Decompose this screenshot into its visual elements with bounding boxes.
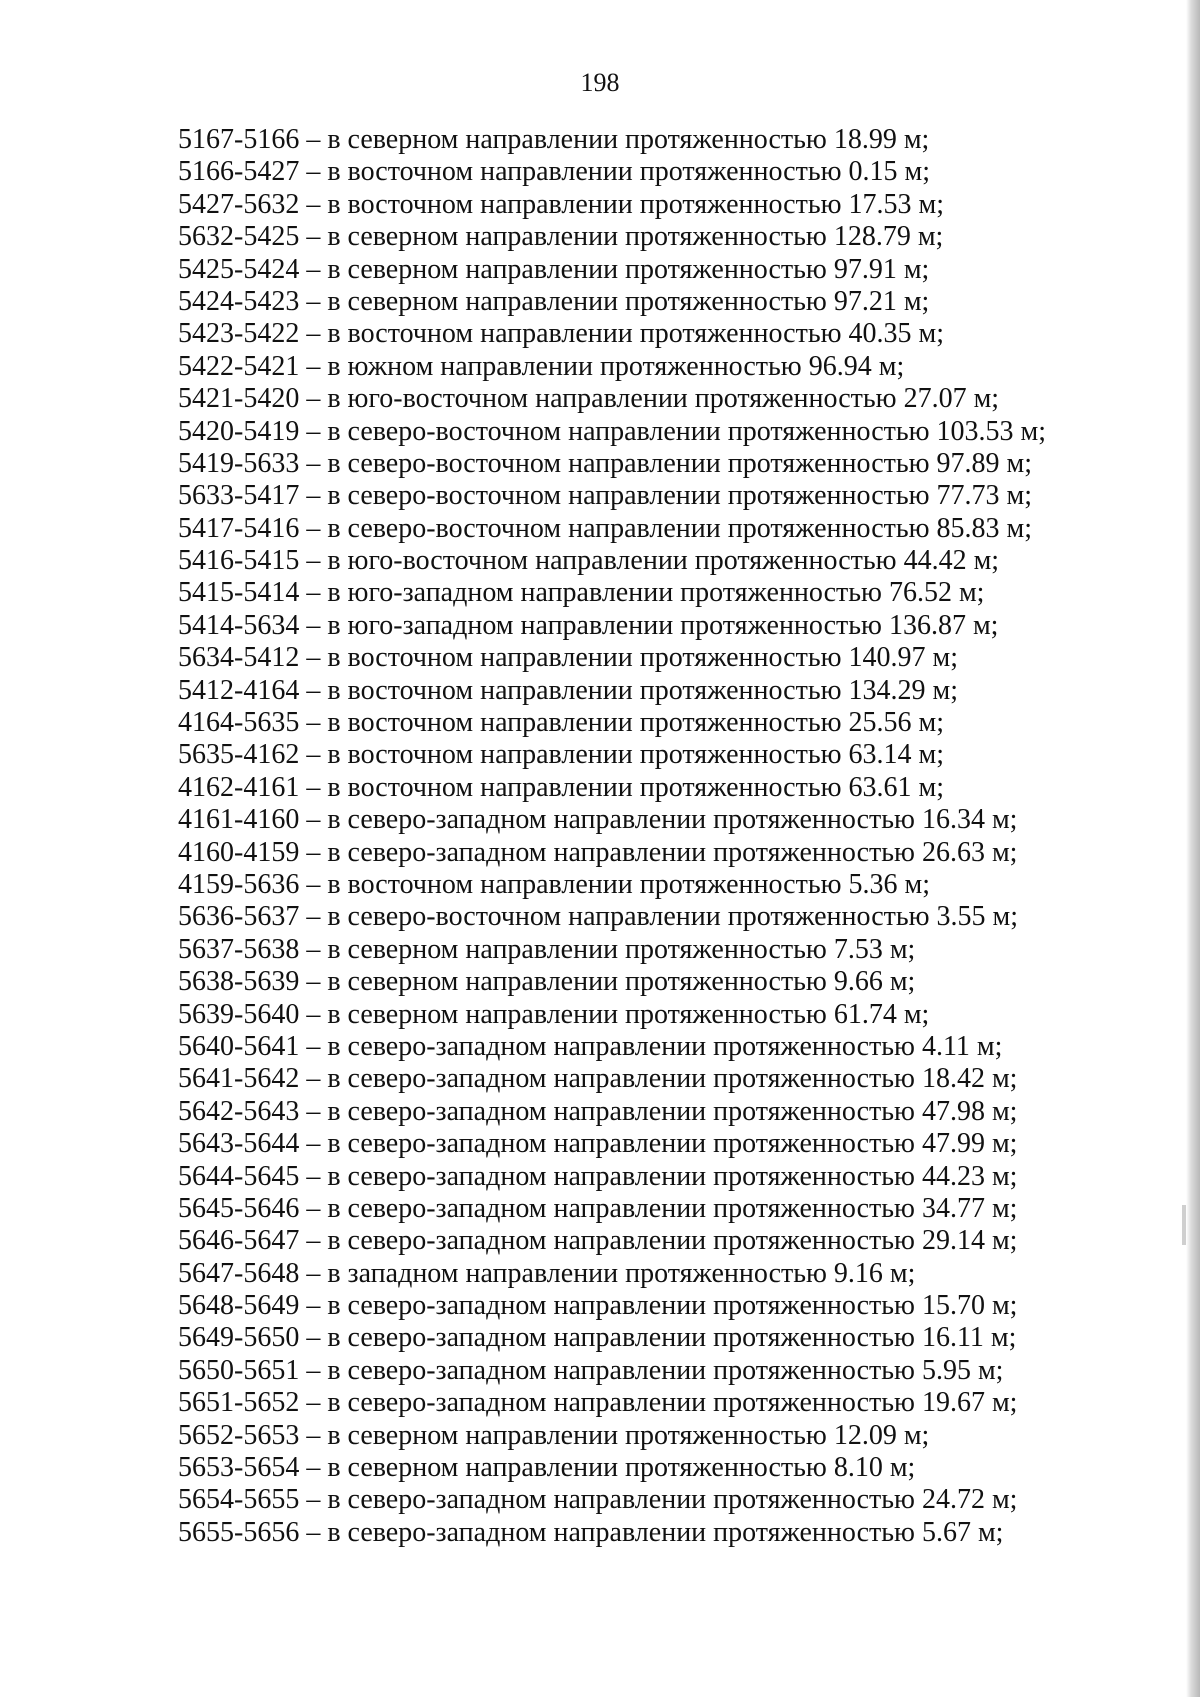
boundary-segment-line: 5646-5647 – в северо-западном направлении протяженностью 29.14 м; bbox=[178, 1225, 1018, 1257]
boundary-segment-line: 5645-5646 – в северо-западном направлении протяженностью 34.77 м; bbox=[178, 1192, 1018, 1224]
boundary-segment-line: 5636-5637 – в северо-восточном направлении протяженностью 3.55 м; bbox=[178, 901, 1019, 933]
boundary-segment-line: 5424-5423 – в северном направлении протяженностью 97.21 м; bbox=[178, 285, 930, 317]
boundary-segment-line: 5635-4162 – в восточном направлении протяженностью 63.14 м; bbox=[178, 739, 945, 771]
boundary-segment-line: 5414-5634 – в юго-западном направлении протяженностью 136.87 м; bbox=[178, 609, 999, 641]
boundary-segment-line: 5648-5649 – в северо-западном направлении протяженностью 15.70 м; bbox=[178, 1290, 1018, 1322]
boundary-segment-line: 5427-5632 – в восточном направлении протяженностью 17.53 м; bbox=[178, 188, 945, 220]
boundary-segment-line: 5642-5643 – в северо-западном направлении протяженностью 47.98 м; bbox=[178, 1095, 1018, 1127]
boundary-segment-line: 5638-5639 – в северном направлении протяженностью 9.66 м; bbox=[178, 966, 916, 998]
boundary-segment-line: 5640-5641 – в северо-западном направлении протяженностью 4.11 м; bbox=[178, 1030, 1003, 1062]
boundary-segment-line: 4164-5635 – в восточном направлении протяженностью 25.56 м; bbox=[178, 707, 945, 739]
boundary-segment-line: 5653-5654 – в северном направлении протяженностью 8.10 м; bbox=[178, 1452, 916, 1484]
boundary-segment-line: 5644-5645 – в северо-западном направлении протяженностью 44.23 м; bbox=[178, 1160, 1018, 1192]
boundary-segment-line: 4159-5636 – в восточном направлении протяженностью 5.36 м; bbox=[178, 868, 931, 900]
boundary-segment-line: 5421-5420 – в юго-восточном направлении протяженностью 27.07 м; bbox=[178, 383, 1000, 415]
boundary-segment-line: 5415-5414 – в юго-западном направлении протяженностью 76.52 м; bbox=[178, 577, 985, 609]
boundary-segment-line: 5633-5417 – в северо-восточном направлении протяженностью 77.73 м; bbox=[178, 480, 1033, 512]
page-number: 198 bbox=[580, 68, 620, 97]
scan-edge-mark bbox=[1182, 1205, 1186, 1245]
boundary-segment-line: 5632-5425 – в северном направлении протяженностью 128.79 м; bbox=[178, 221, 944, 253]
boundary-segment-line: 5416-5415 – в юго-восточном направлении протяженностью 44.42 м; bbox=[178, 545, 1000, 577]
boundary-segment-line: 5412-4164 – в восточном направлении протяженностью 134.29 м; bbox=[178, 674, 959, 706]
boundary-segment-line: 5167-5166 – в северном направлении протяженностью 18.99 м; bbox=[178, 124, 930, 155]
boundary-segment-line: 5651-5652 – в северо-западном направлении протяженностью 19.67 м; bbox=[178, 1387, 1018, 1419]
boundary-segment-line: 4161-4160 – в северо-западном направлении протяженностью 16.34 м; bbox=[178, 804, 1018, 836]
boundary-segment-line: 5422-5421 – в южном направлении протяженностью 96.94 м; bbox=[178, 350, 905, 382]
boundary-segment-line: 4160-4159 – в северо-западном направлении протяженностью 26.63 м; bbox=[178, 836, 1018, 868]
boundary-segment-line: 5641-5642 – в северо-западном направлении протяженностью 18.42 м; bbox=[178, 1063, 1018, 1095]
boundary-segment-line: 5639-5640 – в северном направлении протяженностью 61.74 м; bbox=[178, 998, 930, 1030]
boundary-segment-line: 5654-5655 – в северо-западном направлении протяженностью 24.72 м; bbox=[178, 1484, 1018, 1516]
boundary-segment-line: 5634-5412 – в восточном направлении протяженностью 140.97 м; bbox=[178, 642, 959, 674]
boundary-segment-line: 5643-5644 – в северо-западном направлении протяженностью 47.99 м; bbox=[178, 1128, 1018, 1160]
boundary-segment-line: 5655-5656 – в северо-западном направлении протяженностью 5.67 м; bbox=[178, 1516, 1004, 1548]
boundary-segment-line: 5417-5416 – в северо-восточном направлении протяженностью 85.83 м; bbox=[178, 512, 1033, 544]
scan-edge-shadow bbox=[1186, 0, 1200, 1697]
boundary-segment-line: 4162-4161 – в восточном направлении протяженностью 63.61 м; bbox=[178, 771, 945, 803]
boundary-segment-line: 5419-5633 – в северо-восточном направлении протяженностью 97.89 м; bbox=[178, 447, 1033, 479]
boundary-segment-line: 5425-5424 – в северном направлении протяженностью 97.91 м; bbox=[178, 253, 930, 285]
boundary-segment-line: 5637-5638 – в северном направлении протяженностью 7.53 м; bbox=[178, 933, 916, 965]
boundary-segment-line: 5166-5427 – в восточном направлении протяженностью 0.15 м; bbox=[178, 156, 931, 188]
boundary-segment-line: 5652-5653 – в северном направлении протяженностью 12.09 м; bbox=[178, 1419, 930, 1451]
boundary-segment-line: 5420-5419 – в северо-восточном направлении протяженностью 103.53 м; bbox=[178, 415, 1047, 447]
boundary-segment-line: 5647-5648 – в западном направлении протяженностью 9.16 м; bbox=[178, 1257, 916, 1289]
boundary-segment-list bbox=[178, 124, 1046, 1549]
boundary-segment-line: 5649-5650 – в северо-западном направлении протяженностью 16.11 м; bbox=[178, 1322, 1017, 1354]
boundary-segment-line: 5650-5651 – в северо-западном направлении протяженностью 5.95 м; bbox=[178, 1354, 1004, 1386]
boundary-segment-line: 5423-5422 – в восточном направлении протяженностью 40.35 м; bbox=[178, 318, 945, 350]
